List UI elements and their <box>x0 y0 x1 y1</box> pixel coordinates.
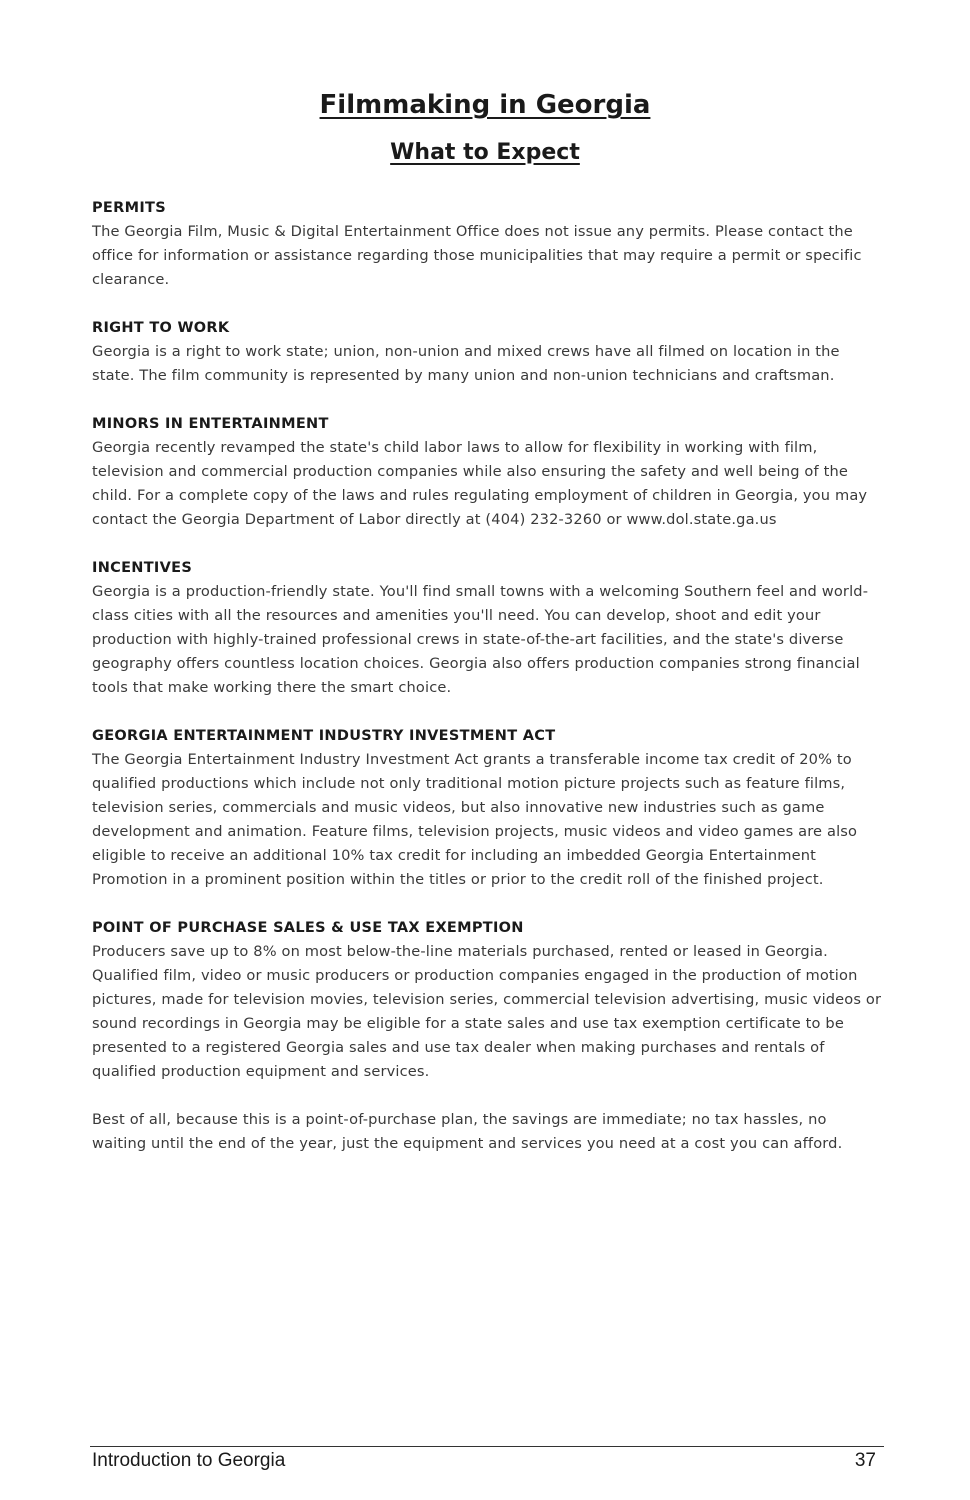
section-heading: INCENTIVES <box>92 560 193 576</box>
section-heading: RIGHT TO WORK <box>92 320 230 336</box>
main-content <box>92 196 884 1156</box>
section-sales-tax-exemption <box>92 916 884 1084</box>
closing-paragraph: Best of all, because this is a point-of-purchase plan, the savings are immediate; no tax hassles, no waiting until the end of the year, just the equipment and services you need at a cost you can afford. <box>92 1111 843 1152</box>
section-body: The Georgia Entertainment Industry Investment Act grants a transferable income tax credit of 20% to qualified productions which include not only traditional motion picture projects such as feature films, television series, commercials and music videos, but also innovative new industries such as game development and animation. Feature films, television projects, music videos and video games are also eligible to receive an additional 10% tax credit for including an imbedded Georgia Entertainment Promotion in a prominent position within the titles or prior to the credit roll of the finished project. <box>92 751 858 888</box>
footer-section-name: Introduction to Georgia <box>92 1450 286 1471</box>
section-heading: PERMITS <box>92 200 166 216</box>
section-heading: POINT OF PURCHASE SALES & USE TAX EXEMPTION <box>92 920 524 936</box>
page-number: 37 <box>854 1450 876 1471</box>
section-heading: GEORGIA ENTERTAINMENT INDUSTRY INVESTMENT ACT <box>92 728 556 744</box>
page-subtitle: What to Expect <box>390 140 580 165</box>
section-permits <box>92 196 884 292</box>
page-title: Filmmaking in Georgia <box>319 90 651 120</box>
section-body: The Georgia Film, Music & Digital Entertainment Office does not issue any permits. Please contact the office for information or assistance regarding those municipalities that may require a permit or specific clearance. <box>92 223 862 288</box>
section-minors-in-entertainment <box>92 412 884 532</box>
section-body: Georgia recently revamped the state's child labor laws to allow for flexibility in working with film, television and commercial production companies while also ensuring the safety and well being of the child. For a complete copy of the laws and rules regulating employment of children in Georgia, you may contact the Georgia Department of Labor directly at (404) 232-3260 or www.dol.state.ga.us <box>92 439 868 528</box>
section-body: Georgia is a production-friendly state. You'll find small towns with a welcoming Southern feel and world-class cities with all the resources and amenities you'll need. You can develop, shoot and edit your production with highly-trained professional crews in state-of-the-art facilities, and the state's diverse geography offers countless location choices. Georgia also offers production companies strong financial tools that make working there the smart choice. <box>92 583 869 696</box>
page-footer <box>90 1446 884 1471</box>
section-right-to-work <box>92 316 884 388</box>
section-investment-act <box>92 724 884 892</box>
section-incentives <box>92 556 884 700</box>
section-body: Georgia is a right to work state; union, non-union and mixed crews have all filmed on location in the state. The film community is represented by many union and non-union technicians and craftsman. <box>92 343 840 384</box>
section-heading: MINORS IN ENTERTAINMENT <box>92 416 329 432</box>
section-body: Producers save up to 8% on most below-the-line materials purchased, rented or leased in Georgia. Qualified film, video or music producers or production companies engaged in the production of motion pictures, made for television movies, television series, commercial television advertising, music videos or sound recordings in Georgia may be eligible for a state sales and use tax exemption certificate to be presented to a registered Georgia sales and use tax dealer when making purchases and rentals of qualified production equipment and services. <box>92 943 882 1080</box>
